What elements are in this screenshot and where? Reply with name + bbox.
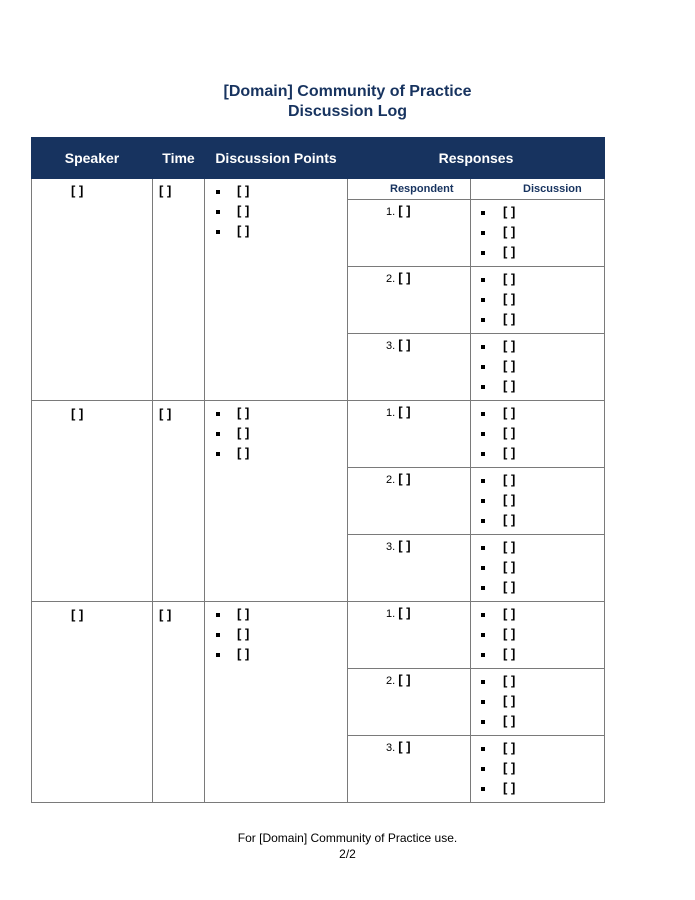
respondent-number: 2. (386, 474, 396, 486)
bullet-icon (481, 767, 485, 771)
discussion-points-cell (205, 401, 348, 602)
discussion-points-cell (205, 602, 348, 803)
placeholder-text: [ ] (503, 338, 516, 353)
table-row (32, 401, 605, 468)
list-item (481, 672, 604, 692)
placeholder-text: [ ] (237, 626, 250, 641)
respondent-number: 1. (386, 206, 396, 218)
bullet-icon (481, 278, 485, 282)
discussion-subheader: Discussion (471, 179, 605, 200)
bullet-icon (481, 412, 485, 416)
placeholder-text: [ ] (71, 607, 84, 622)
bullet-icon (481, 231, 485, 235)
bullet-icon (481, 720, 485, 724)
respondent-number: 3. (386, 340, 396, 352)
placeholder-text: [ ] (503, 780, 516, 795)
bullet-icon (216, 412, 220, 416)
placeholder-text: [ ] (237, 425, 250, 440)
placeholder-text: [ ] (503, 492, 516, 507)
document-title (0, 82, 695, 122)
list-item (216, 404, 347, 424)
title-line-2: Discussion Log (287, 103, 408, 120)
bullet-list (471, 669, 604, 732)
respondent-subheader: Respondent (348, 179, 471, 200)
placeholder-text: [ ] (398, 270, 411, 285)
placeholder-text: [ ] (398, 203, 411, 218)
bullet-list (205, 401, 347, 464)
bullet-icon (216, 452, 220, 456)
bullet-icon (481, 298, 485, 302)
placeholder-text: [ ] (503, 405, 516, 420)
bullet-icon (216, 190, 220, 194)
placeholder-text: [ ] (503, 291, 516, 306)
placeholder-text: [ ] (503, 559, 516, 574)
placeholder-text: [ ] (237, 606, 250, 621)
placeholder-text: [ ] (503, 445, 516, 460)
bullet-icon (216, 613, 220, 617)
list-item (216, 424, 347, 444)
speaker-header: Speaker (32, 138, 153, 179)
footer-note: For [Domain] Community of Practice use. (237, 831, 458, 845)
page-footer (0, 830, 695, 862)
list-item (216, 605, 347, 625)
bullet-icon (481, 211, 485, 215)
placeholder-text: [ ] (398, 404, 411, 419)
list-item (481, 538, 604, 558)
placeholder-text: [ ] (503, 472, 516, 487)
discussion-points-cell (205, 179, 348, 401)
bullet-icon (481, 432, 485, 436)
placeholder-text: [ ] (237, 203, 250, 218)
bullet-icon (481, 479, 485, 483)
placeholder-text: [ ] (503, 244, 516, 259)
respondent-cell (348, 200, 471, 267)
bullet-list (471, 200, 604, 263)
speaker-cell (32, 401, 153, 602)
list-item (481, 471, 604, 491)
list-item (481, 759, 604, 779)
list-item (481, 605, 604, 625)
placeholder-text: [ ] (398, 739, 411, 754)
bullet-icon (481, 566, 485, 570)
placeholder-text: [ ] (503, 713, 516, 728)
bullet-icon (216, 210, 220, 214)
respondent-cell (348, 468, 471, 535)
respondent-cell (348, 535, 471, 602)
bullet-icon (216, 230, 220, 234)
respondent-number: 1. (386, 407, 396, 419)
discussion-cell (471, 200, 605, 267)
title-line-1: [Domain] Community of Practice (223, 83, 472, 100)
bullet-icon (481, 653, 485, 657)
list-item (481, 404, 604, 424)
list-item (216, 182, 347, 202)
list-item (216, 625, 347, 645)
list-item (481, 739, 604, 759)
responses-header: Responses (348, 138, 605, 179)
list-item (481, 511, 604, 531)
list-item (481, 377, 604, 397)
respondent-cell (348, 267, 471, 334)
placeholder-text: [ ] (398, 605, 411, 620)
list-item (481, 310, 604, 330)
table-row (32, 602, 605, 669)
speaker-cell (32, 602, 153, 803)
list-item (481, 357, 604, 377)
discussion-points-header: Discussion Points (205, 138, 348, 179)
placeholder-text: [ ] (398, 471, 411, 486)
discussion-cell (471, 736, 605, 803)
bullet-icon (216, 432, 220, 436)
bullet-icon (481, 680, 485, 684)
placeholder-text: [ ] (159, 607, 172, 622)
bullet-list (205, 602, 347, 665)
bullet-icon (481, 385, 485, 389)
placeholder-text: [ ] (398, 672, 411, 687)
discussion-cell (471, 401, 605, 468)
placeholder-text: [ ] (503, 606, 516, 621)
list-item (481, 645, 604, 665)
header-row (32, 138, 605, 179)
bullet-icon (481, 519, 485, 523)
time-cell (153, 401, 205, 602)
placeholder-text: [ ] (237, 223, 250, 238)
bullet-list (471, 334, 604, 397)
placeholder-text: [ ] (159, 406, 172, 421)
respondent-cell (348, 602, 471, 669)
placeholder-text: [ ] (503, 224, 516, 239)
list-item (216, 222, 347, 242)
speaker-placeholder: [ ] (71, 183, 84, 198)
bullet-icon (481, 613, 485, 617)
subheader-row (32, 179, 605, 200)
bullet-list (471, 535, 604, 598)
placeholder-text: [ ] (503, 673, 516, 688)
discussion-cell (471, 535, 605, 602)
list-item (481, 692, 604, 712)
list-item (481, 578, 604, 598)
bullet-icon (216, 653, 220, 657)
bullet-icon (481, 747, 485, 751)
placeholder-text: [ ] (237, 405, 250, 420)
list-item (481, 424, 604, 444)
respondent-cell (348, 736, 471, 803)
placeholder-text: [ ] (503, 378, 516, 393)
respondent-cell (348, 334, 471, 401)
placeholder-text: [ ] (503, 425, 516, 440)
bullet-icon (481, 586, 485, 590)
respondent-number: 3. (386, 742, 396, 754)
list-item (481, 712, 604, 732)
list-item (481, 491, 604, 511)
respondent-cell (348, 401, 471, 468)
list-item (481, 270, 604, 290)
placeholder-text: [ ] (503, 693, 516, 708)
bullet-icon (481, 700, 485, 704)
placeholder-text: [ ] (503, 626, 516, 641)
placeholder-text: [ ] (398, 337, 411, 352)
time-placeholder: [ ] (159, 183, 172, 198)
points-list (205, 179, 347, 242)
bullet-list (471, 602, 604, 665)
bullet-list (471, 267, 604, 330)
list-item (481, 558, 604, 578)
respondent-number: 3. (386, 541, 396, 553)
list-item (481, 290, 604, 310)
placeholder-text: [ ] (237, 646, 250, 661)
respondent-number: 2. (386, 675, 396, 687)
bullet-icon (481, 633, 485, 637)
bullet-icon (481, 318, 485, 322)
bullet-list (471, 736, 604, 799)
bullet-list (471, 468, 604, 531)
time-cell (153, 602, 205, 803)
list-item (481, 779, 604, 799)
placeholder-text: [ ] (503, 740, 516, 755)
time-header: Time (153, 138, 205, 179)
bullet-icon (481, 345, 485, 349)
discussion-cell (471, 267, 605, 334)
speaker-cell (32, 179, 153, 401)
placeholder-text: [ ] (503, 539, 516, 554)
placeholder-text: [ ] (398, 538, 411, 553)
bullet-icon (481, 365, 485, 369)
discussion-cell (471, 468, 605, 535)
discussion-cell (471, 669, 605, 736)
bullet-icon (481, 452, 485, 456)
discussion-cell (471, 334, 605, 401)
list-item (481, 243, 604, 263)
placeholder-text: [ ] (71, 406, 84, 421)
bullet-icon (481, 499, 485, 503)
list-item (216, 645, 347, 665)
bullet-icon (216, 633, 220, 637)
list-item (481, 444, 604, 464)
placeholder-text: [ ] (503, 579, 516, 594)
respondent-cell (348, 669, 471, 736)
time-cell (153, 179, 205, 401)
bullet-icon (481, 787, 485, 791)
discussion-log-table (31, 137, 605, 803)
placeholder-text: [ ] (503, 358, 516, 373)
list-item (481, 337, 604, 357)
page-number: 2/2 (339, 847, 356, 861)
bullet-icon (481, 251, 485, 255)
list-item (481, 625, 604, 645)
bullet-icon (481, 546, 485, 550)
respondent-number: 2. (386, 273, 396, 285)
placeholder-text: [ ] (503, 512, 516, 527)
discussion-cell (471, 602, 605, 669)
list-item (481, 223, 604, 243)
respondent-number: 1. (386, 608, 396, 620)
bullet-list (471, 401, 604, 464)
placeholder-text: [ ] (503, 271, 516, 286)
placeholder-text: [ ] (503, 311, 516, 326)
placeholder-text: [ ] (237, 445, 250, 460)
placeholder-text: [ ] (503, 204, 516, 219)
list-item (481, 203, 604, 223)
list-item (216, 202, 347, 222)
placeholder-text: [ ] (237, 183, 250, 198)
list-item (216, 444, 347, 464)
placeholder-text: [ ] (503, 646, 516, 661)
placeholder-text: [ ] (503, 760, 516, 775)
